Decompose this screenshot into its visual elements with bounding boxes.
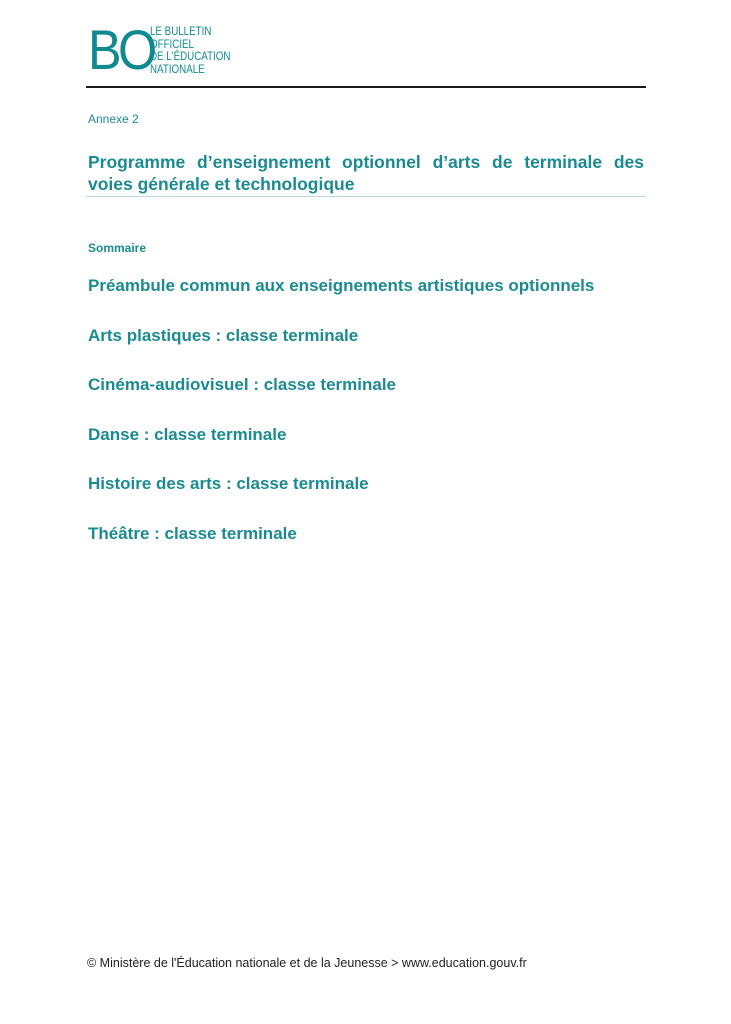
summary-heading: Sommaire xyxy=(88,241,147,255)
bo-logo xyxy=(88,18,245,81)
toc-item-preamble[interactable]: Préambule commun aux enseignements artistiques optionnels xyxy=(88,276,595,295)
logo-mark: BO xyxy=(88,18,154,81)
page-footer: © Ministère de l'Éducation nationale et de la Jeunesse > www.education.gouv.fr xyxy=(87,956,527,970)
logo-text xyxy=(150,26,230,76)
title-divider xyxy=(86,196,646,197)
logo-line: DE L'ÉDUCATION xyxy=(150,51,231,63)
logo-line: NATIONALE xyxy=(150,63,205,76)
annex-label: Annexe 2 xyxy=(88,112,139,126)
header-divider xyxy=(86,86,646,88)
toc-item-theatre[interactable]: Théâtre : classe terminale xyxy=(88,523,297,543)
toc-item-histoire-des-arts[interactable]: Histoire des arts : classe terminale xyxy=(88,474,369,494)
document-title: Programme d’enseignement optionnel d’arts de terminale des voies générale et technologique xyxy=(88,152,644,194)
logo-line: OFFICIEL xyxy=(150,38,195,51)
table-of-contents xyxy=(88,276,594,574)
toc-item-cinema-audiovisuel[interactable]: Cinéma-audiovisuel : classe terminale xyxy=(88,375,397,395)
toc-item-danse[interactable]: Danse : classe terminale xyxy=(88,424,287,444)
logo-line: LE BULLETIN xyxy=(150,26,212,38)
toc-item-arts-plastiques[interactable]: Arts plastiques : classe terminale xyxy=(88,325,359,345)
